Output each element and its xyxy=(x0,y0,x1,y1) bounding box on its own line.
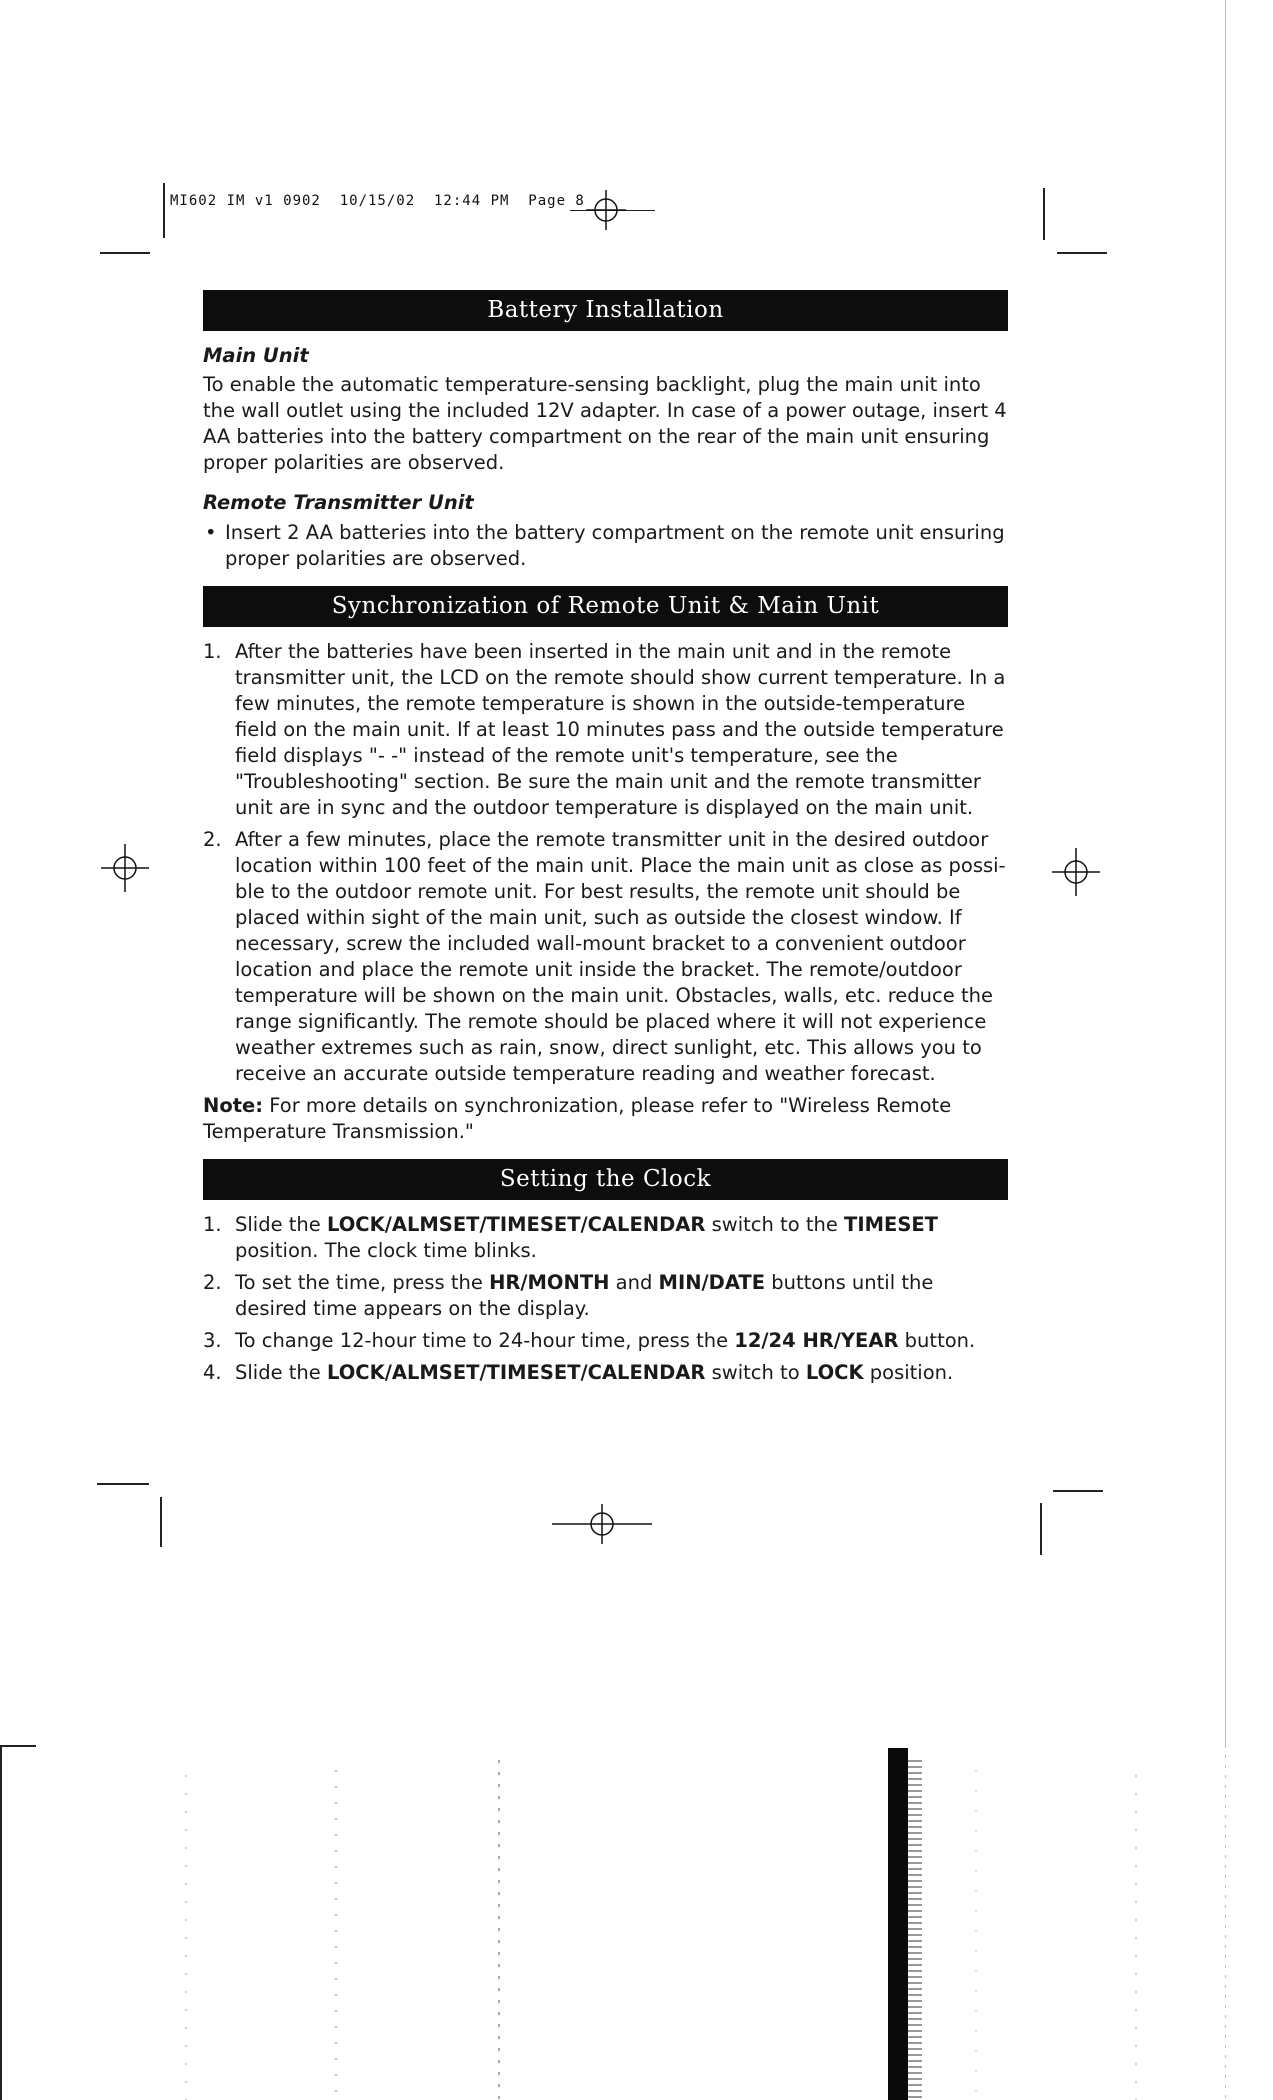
switch-name: LOCK/ALMSET/TIMESET/CALENDAR xyxy=(327,1213,706,1236)
crop-mark xyxy=(1053,1490,1103,1492)
list-item-text: buttons until the desired time appears on the display. xyxy=(235,1271,934,1320)
sync-note xyxy=(203,1093,1008,1145)
page-content xyxy=(203,290,1008,1392)
crop-mark xyxy=(97,1483,149,1485)
list-item xyxy=(203,1328,1008,1354)
list-item-text: Slide the xyxy=(235,1361,327,1384)
crop-mark xyxy=(0,1745,36,1747)
list-item-number: 1. xyxy=(203,640,222,663)
list-item-text: To change 12-hour time to 24-hour time, press the xyxy=(235,1329,735,1352)
position-name: LOCK xyxy=(805,1361,864,1384)
section-banner-sync: Synchronization of Remote Unit & Main Unit xyxy=(203,586,1008,627)
print-slug: MI602 IM v1 0902 10/15/02 12:44 PM Page 8 xyxy=(170,193,585,209)
bullet-icon: • xyxy=(205,521,217,544)
list-item-text: switch to the xyxy=(705,1213,845,1236)
scan-artifact xyxy=(185,1775,187,2100)
sync-steps-list xyxy=(203,639,1008,1087)
main-unit-paragraph: To enable the automatic temperature-sensing backlight, plug the main unit into the wall outlet using the included 12V adapter. In case of a power outage, insert 4 AA batteries into the battery compartment on the rear of the main unit ensuring proper polarities are observed. xyxy=(203,373,1007,474)
list-item xyxy=(203,1270,1008,1322)
clock-steps-list xyxy=(203,1212,1008,1386)
note-text: For more details on synchronization, please refer to "Wireless Remote Temperature Transmission." xyxy=(203,1094,952,1143)
list-item xyxy=(203,1360,1008,1386)
list-item-text: and xyxy=(609,1271,659,1294)
crop-mark xyxy=(1057,252,1107,254)
list-item-text: button. xyxy=(898,1329,976,1352)
main-unit-heading: Main Unit xyxy=(203,344,309,367)
switch-name: LOCK/ALMSET/TIMESET/CALENDAR xyxy=(327,1361,706,1384)
remote-unit-heading: Remote Transmitter Unit xyxy=(203,491,474,514)
list-item-number: 2. xyxy=(203,828,222,851)
button-name: MIN/DATE xyxy=(658,1271,766,1294)
button-name: 12/24 HR/YEAR xyxy=(734,1329,899,1352)
crop-mark xyxy=(1040,1503,1042,1555)
registration-mark-icon xyxy=(1052,848,1100,896)
list-item-number: 1. xyxy=(203,1213,222,1236)
list-item-text: After the batteries have been inserted in the main unit and in the remote transmitter unit, the LCD on the remote should show current temperature. In a few minutes, the remote temperature is shown in the outside-temperature field on the main unit. If at least 10 minutes pass and the outside temperature field displays "- -" instead of the remote unit's temperature, see the "Troubleshooting" section. Be sure the main unit and the remote transmitter unit are in sync and the outdoor temperature is displayed on the main unit. xyxy=(235,640,1006,819)
crop-mark xyxy=(100,252,150,254)
section-banner-clock: Setting the Clock xyxy=(203,1159,1008,1200)
list-item-number: 4. xyxy=(203,1361,222,1384)
scan-artifact xyxy=(1135,1775,1137,2100)
crop-mark xyxy=(160,1497,162,1547)
registration-mark-icon xyxy=(582,186,630,234)
scan-artifact xyxy=(1225,1745,1226,2100)
list-item-text: position. xyxy=(863,1361,954,1384)
position-name: TIMESET xyxy=(844,1213,938,1236)
list-item-text: position. The clock time blinks. xyxy=(235,1239,537,1262)
scan-artifact xyxy=(498,1760,500,2100)
list-item-number: 2. xyxy=(203,1271,222,1294)
scan-artifact xyxy=(335,1770,337,2100)
remote-unit-bullet-text: Insert 2 AA batteries into the battery compartment on the remote unit ensuring proper polarities are observed. xyxy=(225,521,1005,570)
remote-unit-bullet xyxy=(203,520,1008,572)
scan-artifact xyxy=(975,1770,977,2100)
crop-mark xyxy=(0,1747,2,2100)
registration-mark-icon xyxy=(101,844,149,892)
crop-mark xyxy=(1043,188,1045,240)
crop-mark xyxy=(163,183,165,238)
list-item-text: switch to xyxy=(705,1361,806,1384)
list-item xyxy=(203,827,1008,1087)
scan-artifact xyxy=(888,1748,908,2100)
list-item-text: To set the time, press the xyxy=(235,1271,490,1294)
page-edge-line xyxy=(1225,0,1226,1745)
note-label: Note: xyxy=(203,1094,264,1117)
list-item-text: Slide the xyxy=(235,1213,327,1236)
section-banner-battery: Battery Installation xyxy=(203,290,1008,331)
list-item-text: After a few minutes, place the remote transmitter unit in the desired outdoor location within 100 feet of the main unit. Place the main unit as close as possi-ble to the outdoor remote unit. For best results, the remote unit should be placed within sight of the main unit, such as outside the closest window. If necessary, screw the included wall-mount bracket to a convenient outdoor location and place the remote unit inside the bracket. The remote/outdoor temperature will be shown on the main unit. Obstacles, walls, etc. reduce the range significantly. The remote should be placed where it will not experience weather extremes such as rain, snow, direct sunlight, etc. This allows you to receive an accurate outside temperature reading and weather forecast. xyxy=(235,828,1006,1085)
list-item xyxy=(203,1212,1008,1264)
button-name: HR/MONTH xyxy=(489,1271,610,1294)
registration-mark-icon xyxy=(552,1500,652,1548)
scan-artifact xyxy=(908,1760,922,2100)
list-item xyxy=(203,639,1008,821)
list-item-number: 3. xyxy=(203,1329,222,1352)
